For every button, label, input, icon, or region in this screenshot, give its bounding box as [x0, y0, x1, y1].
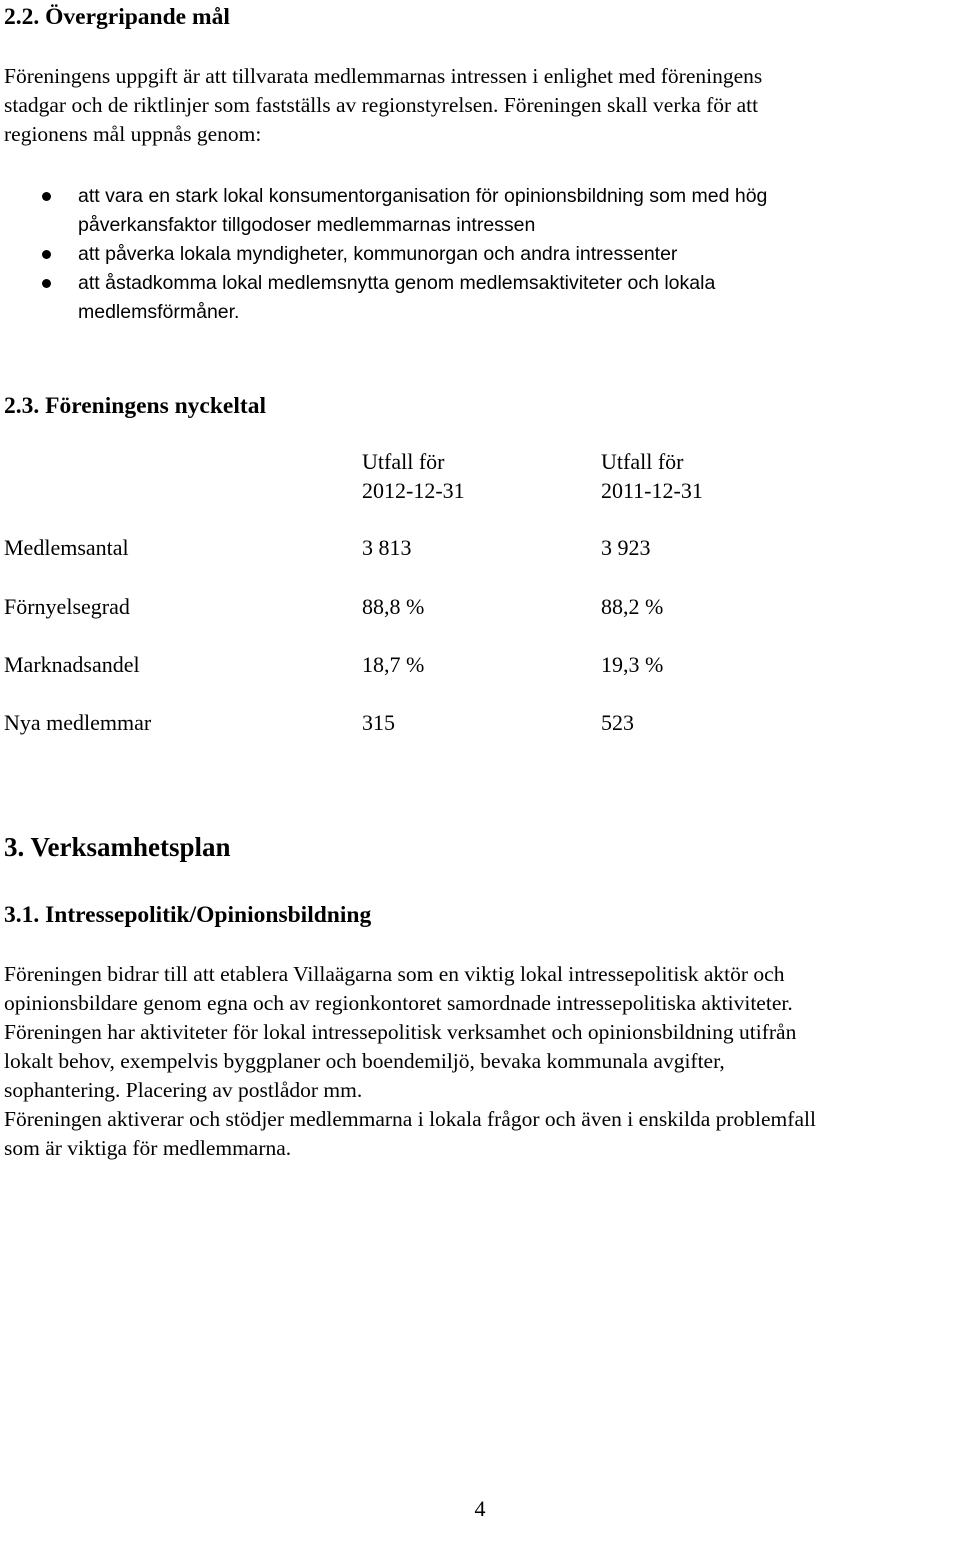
row-label: Medlemsantal: [4, 535, 129, 560]
paragraph-line: Föreningen bidrar till att etablera Villaägarna som en viktig lokal intressepolitisk aktör och: [4, 962, 785, 986]
goals-bullet-list: [0, 182, 960, 327]
section-heading-nyckeltal: 2.3. Föreningens nyckeltal: [4, 393, 266, 419]
value-2011: 88,2 %: [601, 594, 664, 619]
value-2011: 523: [601, 710, 634, 735]
list-item: [0, 182, 960, 240]
value-2012: 315: [362, 710, 395, 735]
row-label: Marknadsandel: [4, 652, 140, 677]
value-2012: 88,8 %: [362, 594, 425, 619]
column-header-2011-label: Utfall för: [601, 449, 684, 474]
paragraph-line: Föreningen aktiverar och stödjer medlemmarna i lokala frågor och även i enskilda problemfall: [4, 1107, 816, 1131]
value-2012: 3 813: [362, 535, 412, 560]
bullet-line: att åstadkomma lokal medlemsnytta genom medlemsaktiviteter och lokala: [78, 272, 716, 294]
column-header-2012-date: 2012-12-31: [362, 478, 465, 503]
paragraph-line: som är viktiga för medlemmarna.: [4, 1136, 292, 1160]
section-heading-intressepolitik: 3.1. Intressepolitik/Opinionsbildning: [4, 902, 372, 928]
column-header-2012-label: Utfall för: [362, 449, 445, 474]
bullet-line: att vara en stark lokal konsumentorganisation för opinionsbildning som med hög: [78, 185, 768, 207]
paragraph-line: Föreningens uppgift är att tillvarata medlemmarnas intressen i enlighet med föreningens: [4, 64, 763, 88]
page-number: 4: [474, 1496, 486, 1521]
bullet-icon: [42, 250, 51, 259]
paragraph-line: lokalt behov, exempelvis byggplaner och boendemiljö, bevaka kommunala avgifter,: [4, 1049, 725, 1073]
bullet-line: påverkansfaktor tillgodoser medlemmarnas intressen: [78, 214, 536, 236]
value-2012: 18,7 %: [362, 652, 425, 677]
section-heading-verksamhetsplan: 3. Verksamhetsplan: [4, 832, 231, 862]
paragraph-line: opinionsbildare genom egna och av regionkontoret samordnade intressepolitiska aktiviteter.: [4, 991, 793, 1015]
bullet-icon: [42, 192, 51, 201]
paragraph-line: stadgar och de riktlinjer som fastställs av regionstyrelsen. Föreningen skall verka för att: [4, 93, 759, 117]
column-header-2011-date: 2011-12-31: [601, 478, 703, 503]
list-item: [0, 240, 960, 269]
row-label: Nya medlemmar: [4, 710, 152, 735]
paragraph-line: Föreningen har aktiviteter för lokal intressepolitisk verksamhet och opinionsbildning utifrån: [4, 1020, 797, 1044]
paragraph-line: regionens mål uppnås genom:: [4, 122, 262, 146]
paragraph-line: sophantering. Placering av postlådor mm.: [4, 1078, 363, 1102]
value-2011: 3 923: [601, 535, 651, 560]
row-label: Förnyelsegrad: [4, 594, 130, 619]
list-item: [0, 269, 960, 327]
bullet-icon: [42, 279, 51, 288]
value-2011: 19,3 %: [601, 652, 664, 677]
bullet-line: medlemsförmåner.: [78, 301, 240, 323]
section-heading-overgripande-mal: 2.2. Övergripande mål: [4, 4, 230, 30]
bullet-line: att påverka lokala myndigheter, kommunorgan och andra intressenter: [78, 243, 678, 265]
